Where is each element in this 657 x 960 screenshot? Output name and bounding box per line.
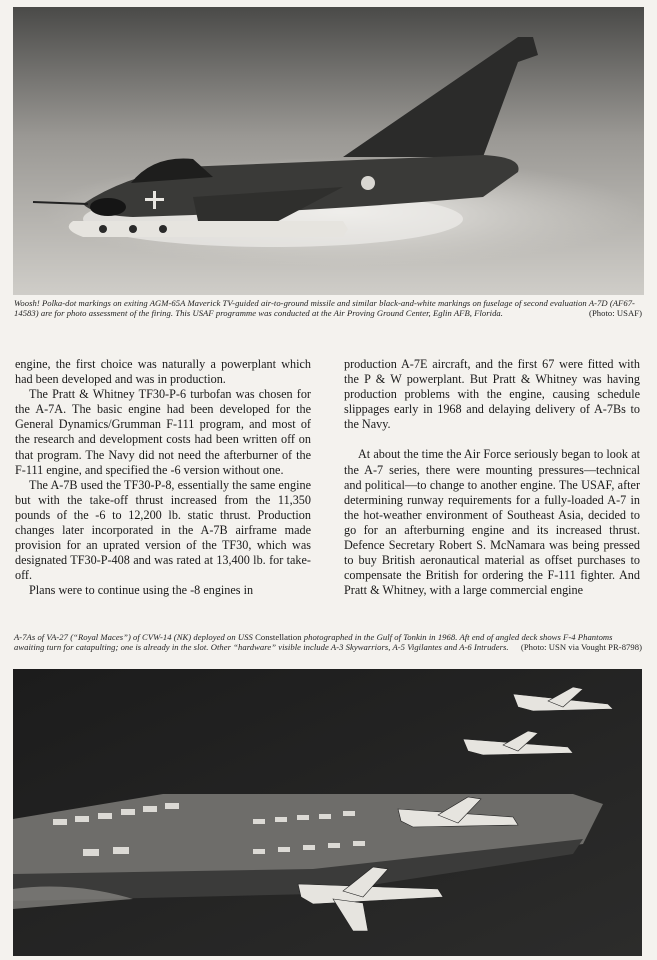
photo-a7d-missile-firing [13, 7, 644, 295]
photo-carrier-flyover [13, 669, 642, 956]
paragraph: The Pratt & Whitney TF30-P-6 turbofan was chosen for the A-7A. The basic engine had been developed for the General Dynamics/Grumman F-111 program, and most of the research and development costs had been written off on that program. The Navy did not need the afterburner of the F-111 engine, and specified the -6 version without one. [15, 387, 311, 477]
bottom-caption-text-1: A-7As of VA-27 (“Royal Maces”) of CVW-14 (NK) deployed on USS [14, 632, 256, 642]
top-photo-credit: (Photo: USAF) [589, 308, 642, 319]
paragraph: At about the time the Air Force seriously began to look at the A-7 series, there were mounting pressures—technical and political—to change to another engine. The USAF, after determining runway requirements for a fully-loaded A-7 in the hot-weather environment of Southeast Asia, decided to go for an afterburning engine and its increased thrust. Defence Secretary Robert S. McNamara was being pressed to buy British aeronautical material as offset purchases to compensate the British for ordering the F-111 fighter. And Pratt & Whitney, with a large commercial engine [344, 447, 640, 598]
a7d-missile-illustration [13, 7, 644, 295]
article-column-left [15, 357, 311, 599]
ship-name: Constellation [255, 632, 302, 642]
article-column-right [344, 357, 640, 598]
paragraph: engine, the first choice was naturally a powerplant which had been developed and was in production. [15, 357, 311, 387]
paragraph: The A-7B used the TF30-P-8, essentially the same engine but with the take-off thrust increased from the 11,350 pounds of the -6 to 12,200 lb. static thrust. Production changes later incorporated in the A-7B airframe made provision for an uprated version of the TF30, which was designated TF30-P-408 and was rated at 13,400 lb. for take-off. [15, 477, 311, 583]
paragraph: production A-7E aircraft, and the first 67 were fitted with the P & W powerplant. But Pratt & Whitney was having production problems with the engine, causing schedule slippages early in 1968 and delaying delivery of A-7Bs to the Navy. [344, 357, 640, 432]
top-caption-text: Woosh! Polka-dot markings on exiting AGM-65A Maverick TV-guided air-to-ground missile and similar black-and-white markings on fuselage of second evaluation A-7D (AF67-14583) are for photo assessment of the firing. This USAF programme was conducted at the Air Proving Ground Center, Eglin AFB, Florida. [14, 298, 635, 319]
paragraph: Plans were to continue using the -8 engines in [29, 583, 254, 598]
carrier-flyover-illustration [13, 669, 642, 956]
bottom-photo-caption [14, 632, 642, 653]
bottom-caption-text-2: photographed in the Gulf of Tonkin in 1968. Aft end of angled deck shows F-4 Phantoms awaiting turn for catapulting; one is already in the slot. Other “hardware” visible include A-3 Skywarriors, A-5 Vigilantes and A-6 Intruders. [14, 632, 613, 653]
bottom-photo-credit: (Photo: USN via Vought PR-8798) [520, 642, 642, 653]
top-photo-caption [14, 298, 642, 319]
